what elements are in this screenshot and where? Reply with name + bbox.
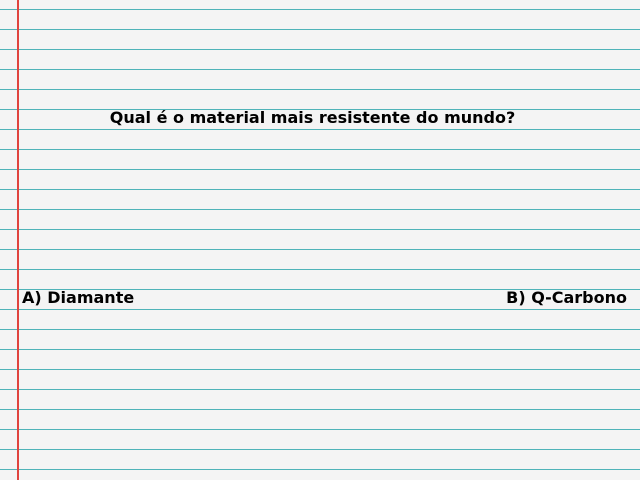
answer-option-a[interactable]: A) Diamante xyxy=(22,288,135,307)
question-text: Qual é o material mais resistente do mundo? xyxy=(109,108,516,127)
answer-option-b[interactable]: B) Q-Carbono xyxy=(506,288,627,307)
margin-line xyxy=(17,0,19,480)
